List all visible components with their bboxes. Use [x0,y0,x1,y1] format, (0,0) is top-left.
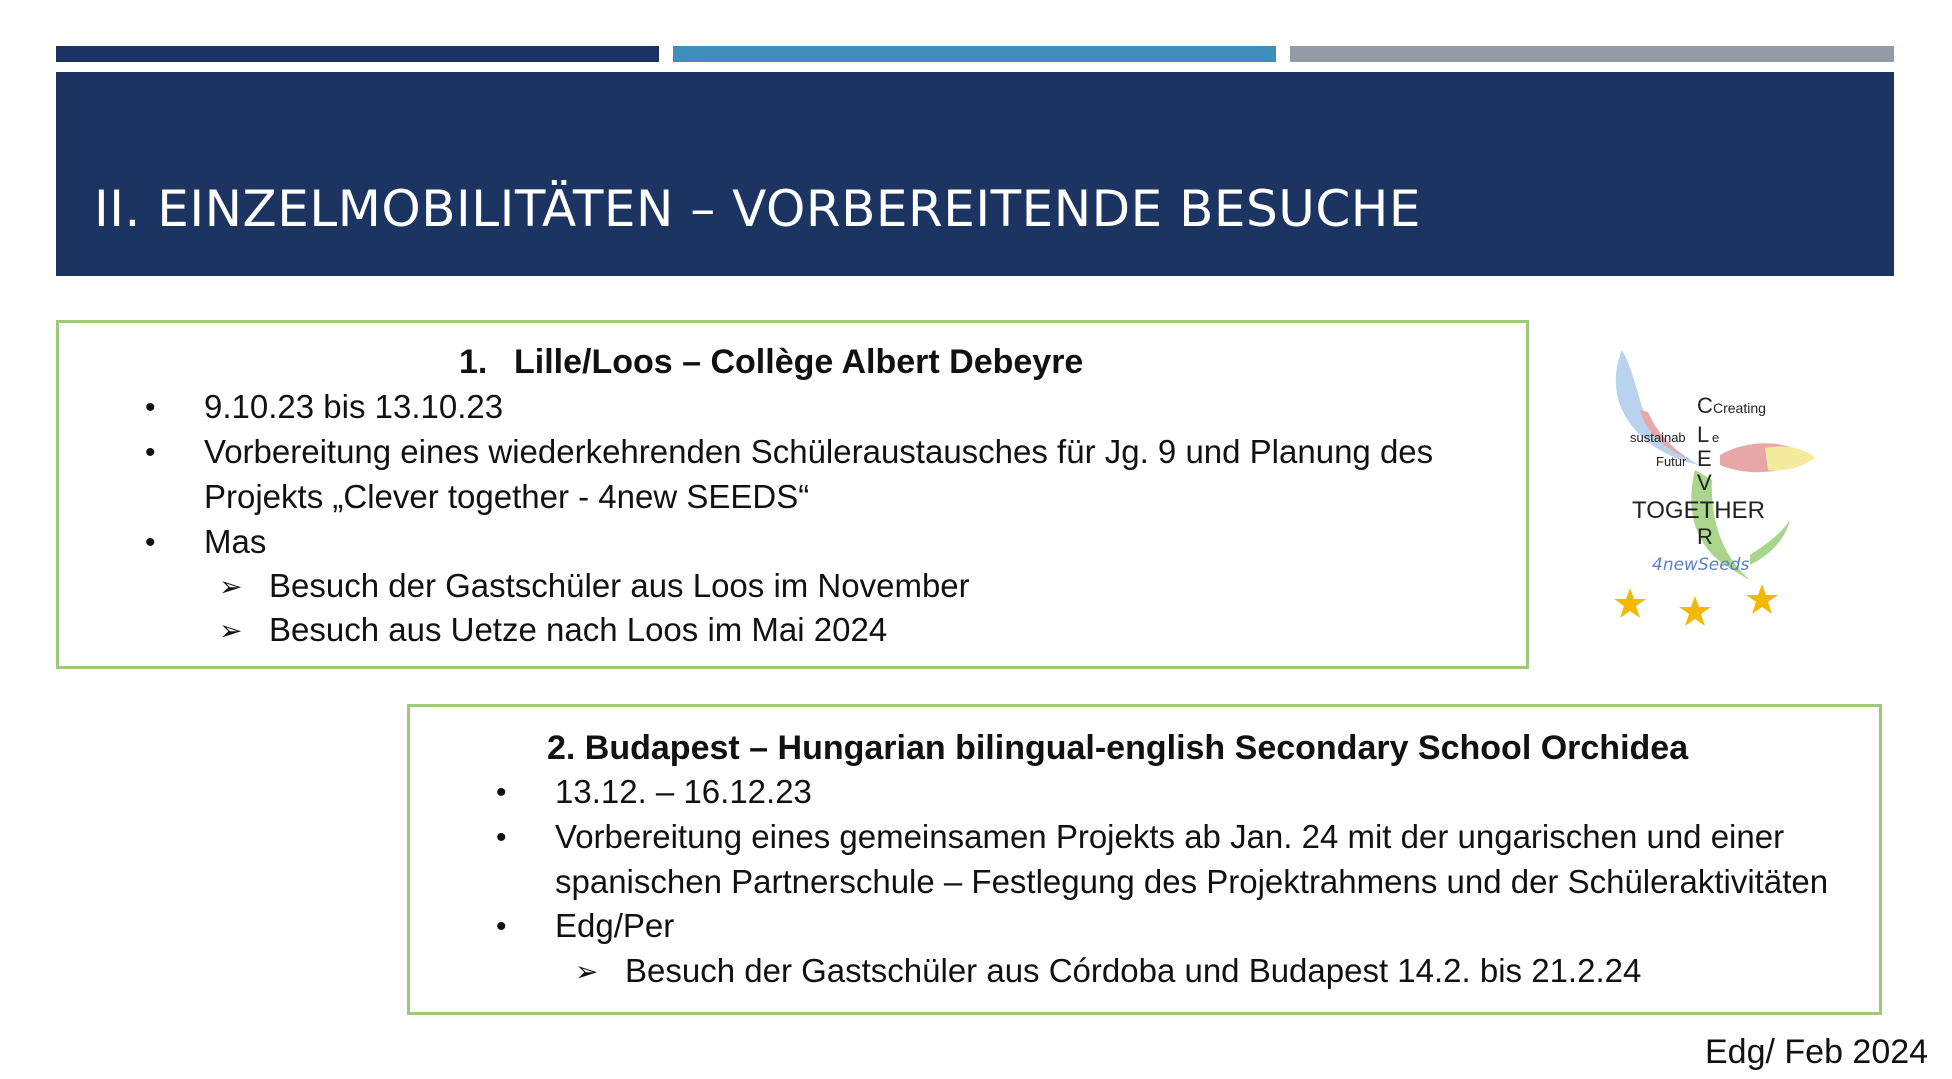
logo-letter-e-small: e [1712,430,1720,445]
sub-item-visit-may: Besuch aus Uetze nach Loos im Mai 2024 [269,611,888,648]
logo-word-4newseeds: 4newSeeds [1652,555,1750,575]
title-banner [56,72,1894,276]
bullet-icon: • [145,391,156,424]
clever-together-logo [1600,340,1830,640]
logo-letter-v: V [1697,470,1712,495]
list-item-purpose-line2: spanischen Partnerschule – Festlegung des Projektrahmens und der Schüleraktivitäten [555,863,1829,900]
accent-bar-dark-blue [56,46,659,62]
list-item-staff: Mas [204,523,267,560]
logo-leaf-blue [1616,350,1700,465]
logo-letter-r: R [1697,524,1713,549]
logo-word-future: Futur [1656,454,1687,469]
logo-letter-c: C [1697,393,1713,418]
list-item-staff: Edg/Per [555,907,675,944]
bullet-icon: • [145,436,156,469]
slide-title: II. EINZELMOBILITÄTEN – VORBEREITENDE BESUCHE [94,180,1421,238]
star-icon [1679,596,1711,626]
logo-word-creating: Creating [1713,400,1766,416]
arrow-bullet-icon: ➢ [575,956,599,987]
bullet-icon: • [496,910,507,943]
section-budapest [407,704,1882,1015]
list-item-dates: 13.12. – 16.12.23 [555,773,812,810]
arrow-bullet-icon: ➢ [219,615,243,646]
sub-item-visit-february: Besuch der Gastschüler aus Córdoba und Budapest 14.2. bis 21.2.24 [625,952,1642,989]
section-number: 1. [459,343,488,381]
section-lille-loos [56,320,1529,669]
list-item-purpose-line2: Projekts „Clever together - 4new SEEDS“ [204,478,810,515]
logo-seed-yellow [1765,446,1815,470]
list-item-purpose-line1: Vorbereitung eines gemeinsamen Projekts ab Jan. 24 mit der ungarischen und einer [555,818,1785,855]
section-title-lille [459,343,1083,382]
logo-leaf-green-small [1750,520,1790,565]
list-item-dates: 9.10.23 bis 13.10.23 [204,388,504,425]
star-icon [1614,588,1646,618]
section-title-budapest: 2. Budapest – Hungarian bilingual-english Secondary School Orchidea [547,729,1689,767]
bullet-icon: • [496,776,507,809]
logo-letter-e: E [1697,446,1712,471]
logo-word-sustainable: sustainab [1630,430,1686,445]
list-item-purpose-line1: Vorbereitung eines wiederkehrenden Schüleraustausches für Jg. 9 und Planung des [204,433,1434,470]
arrow-bullet-icon: ➢ [219,571,243,602]
logo-word-together: TOGETHER [1632,497,1765,524]
accent-bar-gray [1290,46,1894,62]
accent-bar-light-blue [673,46,1276,62]
logo-letter-l: L [1697,422,1710,447]
section-title-text: Lille/Loos – Collège Albert Debeyre [514,343,1084,381]
sub-item-visit-november: Besuch der Gastschüler aus Loos im November [269,567,970,604]
footer-author-date: Edg/ Feb 2024 [1705,1033,1929,1071]
bullet-icon: • [496,821,507,854]
star-icon [1746,584,1778,614]
bullet-icon: • [145,526,156,559]
